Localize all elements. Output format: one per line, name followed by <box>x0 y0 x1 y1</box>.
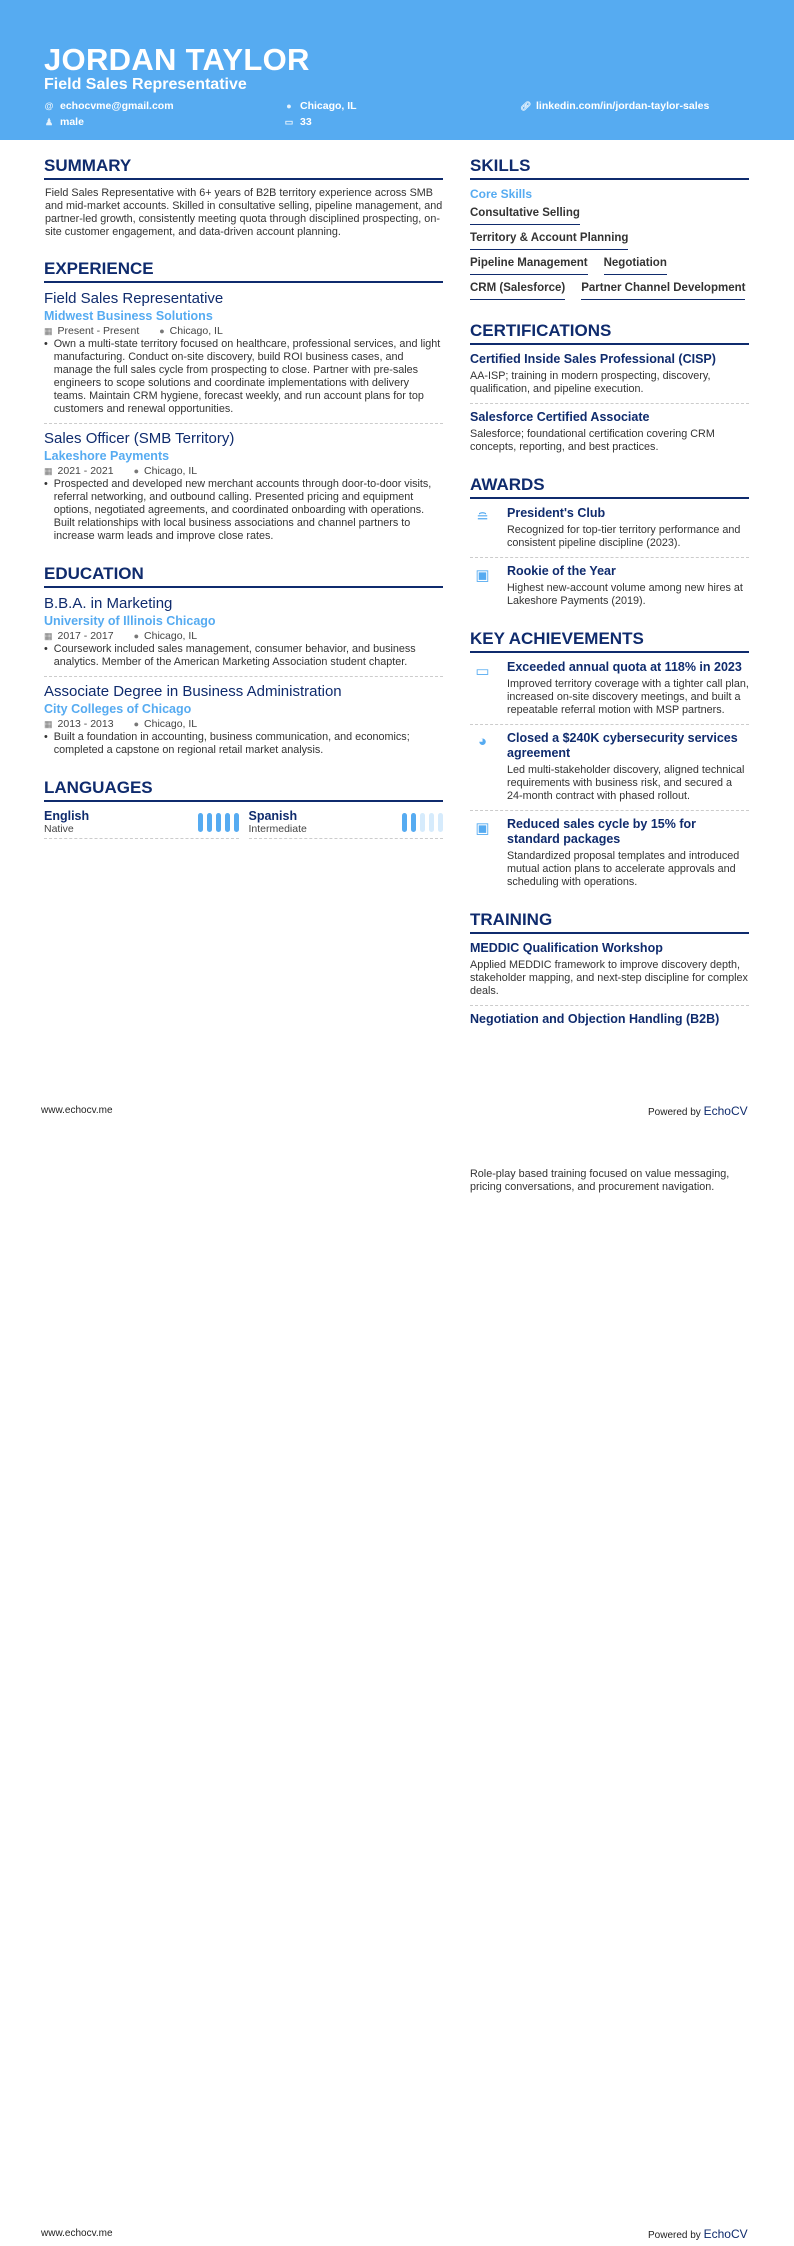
bullet-text: Prospected and developed new merchant accounts through door-to-door visits, referral networking, and outbound calling. Presented pricing and equipment options, negotiated agreements, and coordinated onboarding with operations. Built relationships with local business associations and channel partners to increase warm leads and improve close rates. <box>53 478 432 542</box>
contact-age <box>284 116 312 128</box>
certification-title: Certified Inside Sales Professional (CISP) <box>470 352 716 366</box>
proficiency-bar <box>420 813 425 832</box>
proficiency-bar <box>207 813 212 832</box>
location-pin-icon: ● <box>133 466 140 476</box>
calendar-icon: ▦ <box>44 326 53 336</box>
language-proficiency-bars <box>198 813 239 832</box>
achievements-title: Closed a $240K cybersecurity services agreement <box>507 731 738 760</box>
certifications-heading: CERTIFICATIONS <box>470 321 749 345</box>
education-entry <box>44 595 443 677</box>
battery-icon: ▭ <box>475 663 490 680</box>
certification-desc: AA-ISP; training in modern prospecting, discovery, qualification, and pipeline execution. <box>470 370 711 395</box>
language-item <box>44 809 239 839</box>
proficiency-bar <box>225 813 230 832</box>
proficiency-bar <box>234 813 239 832</box>
proficiency-bar <box>216 813 221 832</box>
education-bullet <box>44 643 443 669</box>
certification-desc: Salesforce; foundational certification covering CRM concepts, reporting, and best practices. <box>470 428 715 453</box>
contact-gender <box>44 116 84 128</box>
skill-tag: Partner Channel Development <box>581 278 745 300</box>
gender-text: male <box>60 116 84 128</box>
education-entry <box>44 683 443 764</box>
language-item <box>249 809 444 839</box>
education-organization: University of Illinois Chicago <box>44 614 216 628</box>
training-title: MEDDIC Qualification Workshop <box>470 941 663 955</box>
location-pin-icon: ● <box>133 719 140 729</box>
location <box>159 324 223 338</box>
at-icon: @ <box>44 101 54 111</box>
calendar-icon: ▭ <box>284 116 294 127</box>
languages-list <box>44 809 443 839</box>
contact-email[interactable] <box>44 100 174 112</box>
date-range: ▦ Present - Present <box>44 325 140 337</box>
start-date: 2021 <box>57 465 81 477</box>
chip-icon: ▣ <box>475 820 490 837</box>
location-text: Chicago, IL <box>169 325 223 337</box>
footer-powered <box>648 2227 748 2241</box>
powered-text: Powered by <box>648 1107 701 1118</box>
language-level: Intermediate <box>248 823 307 835</box>
end-date: 2017 <box>90 630 114 642</box>
location-pin-icon: ● <box>133 631 140 641</box>
location <box>134 464 198 478</box>
bullet-dot: • <box>44 478 48 490</box>
cake-icon: ≘ <box>476 509 489 526</box>
achievements-desc: Improved territory coverage with a tighter call plan, increased on-site discovery meetings, and built a repeatable referral motion with MSP partners. <box>507 678 749 716</box>
training-desc: Role-play based training focused on value messaging, pricing conversations, and procurement navigation. <box>470 1168 730 1193</box>
location-text: Chicago, IL <box>144 465 198 477</box>
footer-powered <box>648 1104 748 1118</box>
languages-heading: LANGUAGES <box>44 778 443 802</box>
skill-tag: Negotiation <box>604 253 667 275</box>
experience-title: Field Sales Representative <box>44 290 224 307</box>
start-date: Present <box>57 325 94 337</box>
experience-meta <box>44 324 443 338</box>
start-date: 2013 <box>57 718 81 730</box>
language-proficiency-bars <box>402 813 443 832</box>
left-column <box>44 156 443 839</box>
proficiency-bar <box>411 813 416 832</box>
certification-title: Salesforce Certified Associate <box>470 410 650 424</box>
skills-heading: SKILLS <box>470 156 749 180</box>
bullet-text: Coursework included sales management, consumer behavior, and business analytics. Member of the American Marketing Association student chapter. <box>53 643 416 668</box>
education-bullet <box>44 731 443 757</box>
calendar-icon: ▦ <box>44 719 53 729</box>
awards-title: President's Club <box>507 506 606 520</box>
location <box>134 629 198 643</box>
skill-tag: CRM (Salesforce) <box>470 278 565 300</box>
pie-chart-icon: ◕ <box>477 733 488 750</box>
education-title: B.B.A. in Marketing <box>44 595 173 612</box>
achievements-desc: Led multi-stakeholder discovery, aligned technical requirements with business risk, and secured a 24-month contract with phased rollout. <box>507 764 745 802</box>
calendar-icon: ▦ <box>44 466 53 476</box>
email-text: echocvme@gmail.com <box>60 100 174 112</box>
contact-location <box>284 100 357 112</box>
bullet-dot: • <box>44 338 48 350</box>
education-organization: City Colleges of Chicago <box>44 702 192 716</box>
proficiency-bar <box>402 813 407 832</box>
bullet-text: Own a multi-state territory focused on healthcare, professional services, and light manufacturing. Conduct on-site discovery, build ROI business cases, and manage the full sales cycle from prospecting to close. Partner with pre-sales engineers to scope solutions and coordinate implementations with delivery teams. Maintain CRM hygiene, forecast weekly, and run account plans for top customers and renewal opportunities. <box>53 338 441 415</box>
proficiency-bar <box>438 813 443 832</box>
start-date: 2017 <box>57 630 81 642</box>
calendar-icon: ▦ <box>44 631 53 641</box>
experience-bullet <box>44 338 443 416</box>
end-date: 2021 <box>90 465 114 477</box>
skill-tag: Consultative Selling <box>470 203 580 225</box>
achievements-entry <box>470 731 749 811</box>
location-pin-icon: ● <box>159 326 165 336</box>
footer-site[interactable]: www.echocv.me <box>41 1105 113 1116</box>
end-date: Present <box>103 325 140 337</box>
skills-category: Core Skills <box>470 187 533 201</box>
date-range: ▦ 2017 - 2017 <box>44 630 114 642</box>
bullet-text: Built a foundation in accounting, business communication, and economics; completed a capstone on regional retail market analysis. <box>53 731 410 756</box>
experience-entry <box>44 430 443 550</box>
training-heading: TRAINING <box>470 910 749 934</box>
language-level: Native <box>44 823 74 835</box>
experience-heading: EXPERIENCE <box>44 259 443 283</box>
education-heading: EDUCATION <box>44 564 443 588</box>
right-column <box>470 156 749 1030</box>
awards-heading: AWARDS <box>470 475 749 499</box>
footer-site[interactable]: www.echocv.me <box>41 2228 113 2239</box>
experience-title: Sales Officer (SMB Territory) <box>44 430 235 447</box>
person-icon: ♟ <box>44 116 54 127</box>
achievements-entry <box>470 660 749 725</box>
certification-entry <box>470 410 749 461</box>
location-text: Chicago, IL <box>144 630 198 642</box>
location-text: Chicago, IL <box>300 100 357 112</box>
skills-list <box>470 203 749 303</box>
experience-meta <box>44 464 443 478</box>
training-entry <box>470 941 749 1006</box>
proficiency-bar <box>429 813 434 832</box>
contact-linkedin[interactable] <box>520 100 709 112</box>
experience-organization: Lakeshore Payments <box>44 449 170 463</box>
link-icon: 🔗︎ <box>520 100 532 111</box>
location-pin-icon: ● <box>286 101 292 111</box>
resume-header <box>0 0 794 140</box>
linkedin-text: linkedin.com/in/jordan-taylor-sales <box>536 100 710 112</box>
age-text: 33 <box>300 116 312 128</box>
language-name: English <box>44 809 90 823</box>
education-meta <box>44 717 443 731</box>
date-range: ▦ 2013 - 2013 <box>44 718 114 730</box>
awards-desc: Recognized for top-tier territory performance and consistent pipeline discipline (2023). <box>507 524 741 549</box>
powered-text: Powered by <box>648 2230 701 2241</box>
awards-entry <box>470 564 749 615</box>
achievements-desc: Standardized proposal templates and introduced mutual action plans to accelerate approvals and scheduling with operations. <box>507 850 740 888</box>
experience-bullet <box>44 478 443 543</box>
date-range: ▦ 2021 - 2021 <box>44 465 114 477</box>
education-meta <box>44 629 443 643</box>
location-text: Chicago, IL <box>144 718 198 730</box>
training-desc: Applied MEDDIC framework to improve discovery depth, stakeholder mapping, and next-step discipline for complex deals. <box>470 959 748 997</box>
education-title: Associate Degree in Business Administration <box>44 683 342 700</box>
language-name: Spanish <box>248 809 298 823</box>
training-title: Negotiation and Objection Handling (B2B) <box>470 1012 720 1026</box>
achievements-title: Exceeded annual quota at 118% in 2023 <box>507 660 742 674</box>
end-date: 2013 <box>90 718 114 730</box>
candidate-name: JORDAN TAYLOR <box>44 42 310 77</box>
achievements-title: Reduced sales cycle by 15% for standard packages <box>507 817 696 846</box>
summary-heading: SUMMARY <box>44 156 443 180</box>
chip-icon: ▣ <box>475 567 490 584</box>
awards-desc: Highest new-account volume among new hires at Lakeshore Payments (2019). <box>507 582 743 607</box>
experience-organization: Midwest Business Solutions <box>44 309 213 323</box>
brand-logo: EchoCV <box>703 2227 748 2241</box>
bullet-dot: • <box>44 731 48 743</box>
awards-title: Rookie of the Year <box>507 564 616 578</box>
location <box>134 717 198 731</box>
achievements-heading: KEY ACHIEVEMENTS <box>470 629 749 653</box>
summary-text: Field Sales Representative with 6+ years of B2B territory experience across SMB and mid-market accounts. Skilled in consultative selling, pipeline management, and partner-led growth, consistently meeting quota through disciplined prospecting, on-site customer engagement, and data-driven account planning. <box>45 187 443 238</box>
bullet-dot: • <box>44 643 48 655</box>
candidate-title: Field Sales Representative <box>44 76 247 93</box>
achievements-entry <box>470 817 749 896</box>
proficiency-bar <box>198 813 203 832</box>
brand-logo: EchoCV <box>703 1104 748 1118</box>
skill-tag: Pipeline Management <box>470 253 588 275</box>
experience-entry <box>44 290 443 424</box>
skill-tag: Territory & Account Planning <box>470 228 628 250</box>
certification-entry <box>470 352 749 404</box>
awards-entry <box>470 506 749 558</box>
